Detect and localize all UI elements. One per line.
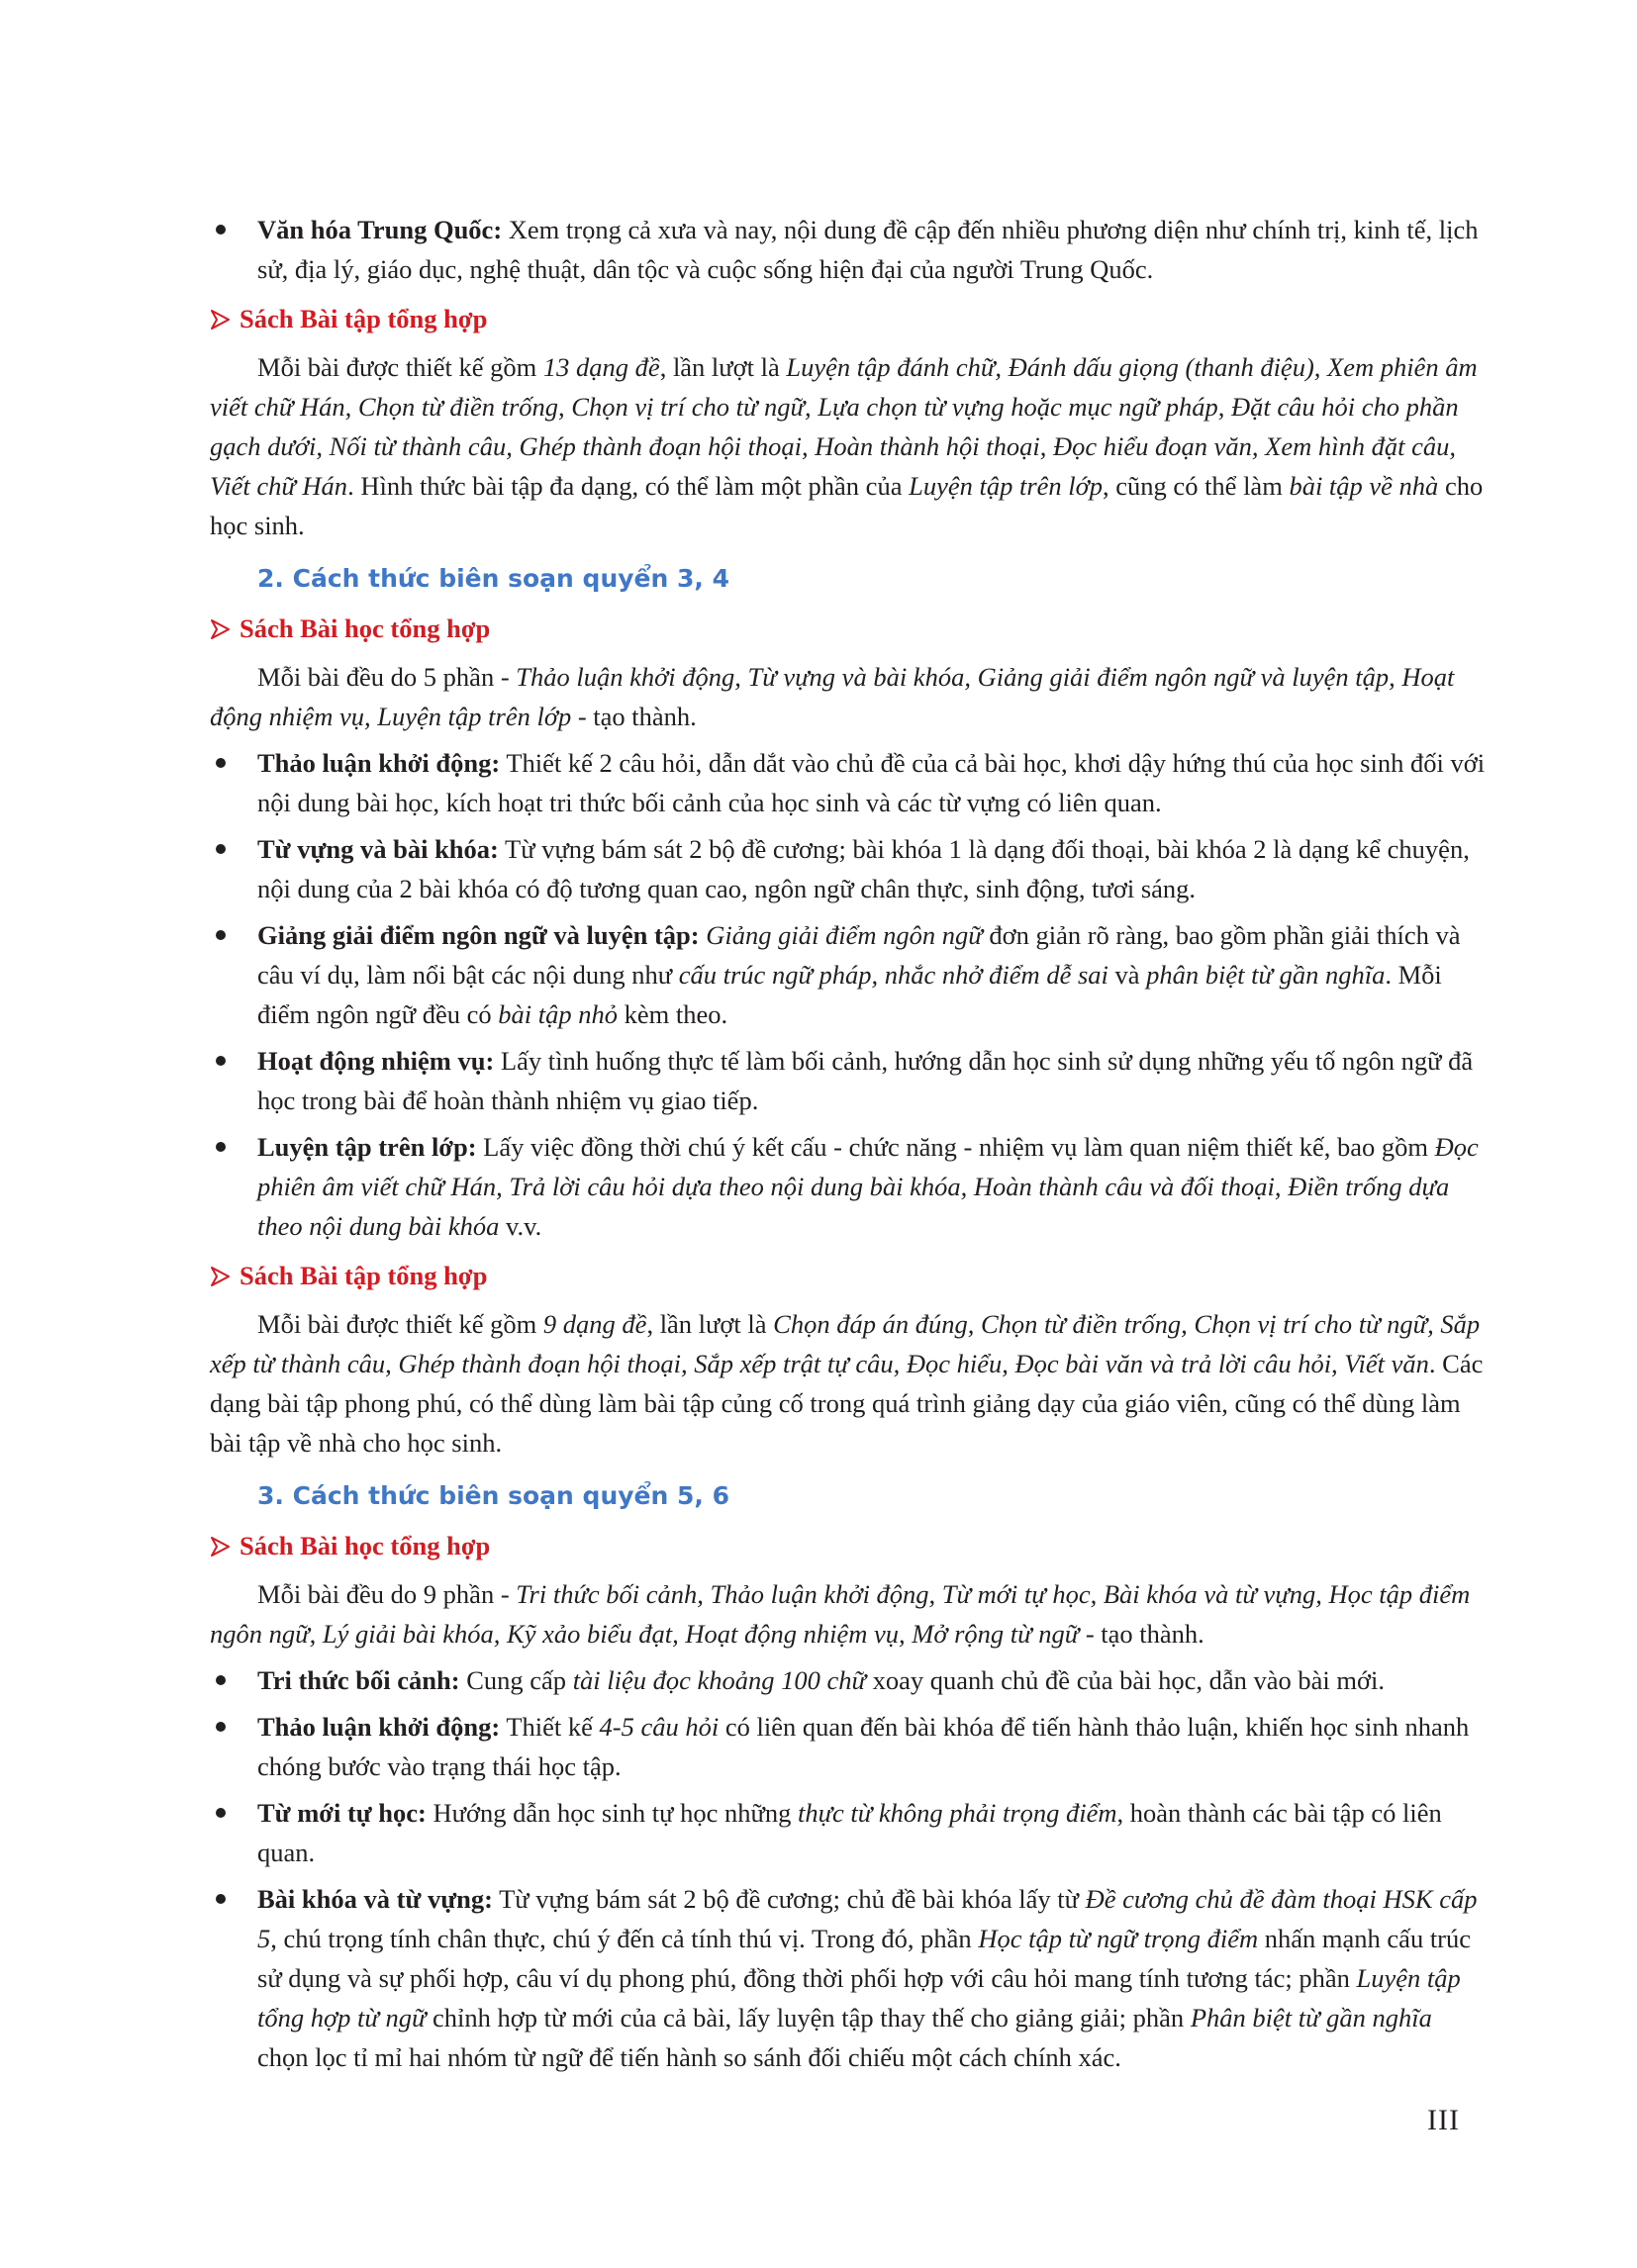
text-run: , lần lượt là bbox=[646, 1309, 774, 1339]
bullet-dot-icon bbox=[216, 844, 226, 854]
bullet-item bbox=[210, 1879, 1487, 2077]
bullet-item bbox=[210, 1660, 1487, 1700]
italic-text: cấu trúc ngữ pháp, nhắc nhở điểm dễ sai bbox=[678, 960, 1108, 990]
bullet-term: Từ vựng và bài khóa: bbox=[257, 834, 499, 864]
bullet-term: Hoạt động nhiệm vụ: bbox=[257, 1046, 495, 1076]
text-run: chỉnh hợp từ mới của cả bài, lấy luyện tập thay thế cho giảng giải; phần bbox=[426, 2003, 1191, 2032]
text-run: Từ vựng bám sát 2 bộ đề cương; chủ đề bài khóa lấy từ bbox=[492, 1884, 1086, 1914]
arrowhead-icon bbox=[210, 1528, 232, 1567]
subheading-text: Sách Bài học tổng hợp bbox=[240, 614, 491, 643]
bullet-term: Bài khóa và từ vựng: bbox=[257, 1884, 493, 1914]
text-run: có liên quan đến bài khóa để tiến hành thảo luận, khiến học sinh nhanh chóng bước vào trạng thái học tập. bbox=[257, 1712, 1470, 1781]
subheading bbox=[210, 299, 1487, 340]
bullet-item bbox=[210, 1127, 1487, 1246]
text-run: Mỗi bài được thiết kế gồm bbox=[257, 352, 543, 382]
text-run: Mỗi bài đều do 9 phần - bbox=[257, 1579, 517, 1609]
bullet-item bbox=[210, 915, 1487, 1034]
italic-text: Đề cương chủ đề đàm thoại HSK cấp 5 bbox=[257, 1884, 1478, 1953]
text-run: Hướng dẫn học sinh tự học những bbox=[426, 1798, 798, 1828]
text-run: Lấy tình huống thực tế làm bối cảnh, hướng dẫn học sinh sử dụng những yếu tố ngôn ngữ đã học trong bài để hoàn thành nhiệm vụ giao tiếp. bbox=[257, 1046, 1474, 1115]
text-run: xoay quanh chủ đề của bài học, dẫn vào bài mới. bbox=[866, 1665, 1385, 1695]
paragraph bbox=[210, 1574, 1487, 1654]
bullet-term: Tri thức bối cảnh: bbox=[257, 1665, 460, 1695]
text-run: chọn lọc tỉ mỉ hai nhóm từ ngữ để tiến hành so sánh đối chiếu một cách chính xác. bbox=[257, 2042, 1121, 2072]
bullet-item bbox=[210, 1707, 1487, 1786]
italic-text: Luyện tập trên lớp bbox=[909, 471, 1104, 501]
bullet-item bbox=[210, 210, 1487, 289]
bullet-dot-icon bbox=[216, 1675, 226, 1685]
subheading bbox=[210, 1256, 1487, 1297]
italic-text: Thảo luận khởi động, Từ vựng và bài khóa, Giảng giải điểm ngôn ngữ và luyện tập, Hoạt động nhiệm vụ, Luyện tập trên lớp bbox=[210, 662, 1455, 731]
text-run: đơn giản rõ ràng, bao gồm phần giải thích và câu ví dụ, làm nổi bật các nội dung như bbox=[257, 920, 1461, 990]
bullet-dot-icon bbox=[216, 758, 226, 768]
text-run: Mỗi bài được thiết kế gồm bbox=[257, 1309, 543, 1339]
text-run: - tạo thành. bbox=[571, 702, 697, 731]
text-run: cho học sinh. bbox=[210, 471, 1484, 540]
italic-text: Giảng giải điểm ngôn ngữ bbox=[706, 920, 983, 950]
text-run: , cũng có thể làm bbox=[1103, 471, 1290, 501]
bullet-item bbox=[210, 743, 1487, 822]
bullet-term: Văn hóa Trung Quốc: bbox=[257, 215, 503, 244]
italic-text: Phân biệt từ gần nghĩa bbox=[1190, 2003, 1432, 2032]
document-body bbox=[210, 210, 1487, 2084]
section-heading: 3. Cách thức biên soạn quyển 5, 6 bbox=[257, 1481, 729, 1510]
italic-text: bài tập nhỏ bbox=[498, 999, 618, 1029]
text-run: Thiết kế 2 câu hỏi, dẫn dắt vào chủ đề của cả bài học, khơi dậy hứng thú của học sinh đối với nội dung bài học, kích hoạt tri thức bối cảnh của học sinh và các từ vựng có liên quan. bbox=[257, 748, 1486, 817]
subheading-text: Sách Bài học tổng hợp bbox=[240, 1531, 491, 1560]
text-run: , lần lượt là bbox=[659, 352, 787, 382]
text-run: . Các dạng bài tập phong phú, có thể dùng làm bài tập củng cố trong quá trình giảng dạy của giáo viên, cũng có thể dùng làm bài tập về nhà cho học sinh. bbox=[210, 1349, 1484, 1458]
bullet-dot-icon bbox=[216, 930, 226, 940]
bullet-dot-icon bbox=[216, 1142, 226, 1152]
text-run: , chú trọng tính chân thực, chú ý đến cả tính thú vị. Trong đó, phần bbox=[270, 1924, 979, 1953]
italic-text: Tri thức bối cảnh, Thảo luận khởi động, Từ mới tự học, Bài khóa và từ vựng, Học tập điểm ngôn ngữ, Lý giải bài khóa, Kỹ xảo biểu đạt, Hoạt động nhiệm vụ, Mở rộng từ ngữ bbox=[210, 1579, 1471, 1649]
italic-text: Đọc phiên âm viết chữ Hán, Trả lời câu hỏi dựa theo nội dung bài khóa, Hoàn thành câu và đối thoại, Điền trống dựa theo nội dung bài khóa bbox=[257, 1132, 1479, 1241]
text-run: nhấn mạnh cấu trúc sử dụng và sự phối hợp, câu ví dụ phong phú, đồng thời phối hợp với câu hỏi mang tính tương tác; phần bbox=[257, 1924, 1472, 1993]
arrowhead-icon bbox=[210, 1258, 232, 1297]
bullet-term: Giảng giải điểm ngôn ngữ và luyện tập: bbox=[257, 920, 700, 950]
bullet-term: Thảo luận khởi động: bbox=[257, 748, 501, 778]
text-run: v.v. bbox=[499, 1211, 542, 1241]
italic-text: thực từ không phải trọng điểm bbox=[797, 1798, 1117, 1828]
arrowhead-icon bbox=[210, 301, 232, 340]
italic-text: tài liệu đọc khoảng 100 chữ bbox=[572, 1665, 867, 1695]
arrowhead-icon bbox=[210, 611, 232, 650]
section-heading: 2. Cách thức biên soạn quyển 3, 4 bbox=[257, 564, 729, 593]
text-run: Thiết kế bbox=[500, 1712, 600, 1742]
bullet-term: Từ mới tự học: bbox=[257, 1798, 427, 1828]
text-run: Cung cấp bbox=[459, 1665, 573, 1695]
italic-text: Luyện tập tổng hợp từ ngữ bbox=[257, 1963, 1461, 2032]
text-run: Xem trọng cả xưa và nay, nội dung đề cập đến nhiều phương diện như chính trị, kinh tế, lịch sử, địa lý, giáo dục, nghệ thuật, dân tộc và cuộc sống hiện đại của người Trung Quốc. bbox=[257, 215, 1479, 284]
bullet-term: Luyện tập trên lớp: bbox=[257, 1132, 477, 1162]
text-run: - tạo thành. bbox=[1079, 1619, 1204, 1649]
page-number: III bbox=[1427, 2104, 1460, 2136]
italic-text: Học tập từ ngữ trọng điểm bbox=[978, 1924, 1259, 1953]
italic-text: phân biệt từ gần nghĩa bbox=[1146, 960, 1386, 990]
bullet-dot-icon bbox=[216, 1722, 226, 1732]
paragraph bbox=[210, 347, 1487, 545]
bullet-item bbox=[210, 1041, 1487, 1120]
italic-text: 9 dạng đề bbox=[542, 1309, 647, 1339]
paragraph bbox=[210, 1304, 1487, 1463]
text-run: Lấy việc đồng thời chú ý kết cấu - chức năng - nhiệm vụ làm quan niệm thiết kế, bao gồm bbox=[476, 1132, 1435, 1162]
subheading bbox=[210, 1526, 1487, 1567]
bullet-dot-icon bbox=[216, 1808, 226, 1818]
text-run: và bbox=[1107, 960, 1147, 990]
italic-text: Luyện tập đánh chữ, Đánh dấu giọng (thanh điệu), Xem phiên âm viết chữ Hán, Chọn từ điền trống, Chọn vị trí cho từ ngữ, Lựa chọn từ vựng hoặc mục ngữ pháp, Đặt câu hỏi cho phần gạch dưới, Nối từ thành câu, Ghép thành đoạn hội thoại, Hoàn thành hội thoại, Đọc hiểu đoạn văn, Xem hình đặt câu, Viết chữ Hán bbox=[210, 352, 1478, 501]
text-run: kèm theo. bbox=[617, 999, 728, 1029]
text-run: Từ vựng bám sát 2 bộ đề cương; bài khóa 1 là dạng đối thoại, bài khóa 2 là dạng kể chuyện, nội dung của 2 bài khóa có độ tương quan cao, ngôn ngữ chân thực, sinh động, tươi sáng. bbox=[257, 834, 1470, 903]
subheading-text: Sách Bài tập tổng hợp bbox=[240, 1261, 488, 1290]
bullet-term: Thảo luận khởi động: bbox=[257, 1712, 501, 1742]
subheading-text: Sách Bài tập tổng hợp bbox=[240, 304, 488, 333]
bullet-dot-icon bbox=[216, 1056, 226, 1066]
text-run: . Hình thức bài tập đa dạng, có thể làm một phần của bbox=[347, 471, 910, 501]
italic-text: 4-5 câu hỏi bbox=[599, 1712, 720, 1742]
subheading bbox=[210, 609, 1487, 650]
italic-text: Chọn đáp án đúng, Chọn từ điền trống, Chọn vị trí cho từ ngữ, Sắp xếp từ thành câu, Ghép thành đoạn hội thoại, Sắp xếp trật tự câu, Đọc hiểu, Đọc bài văn và trả lời câu hỏi, Viết văn bbox=[210, 1309, 1481, 1378]
text-run: Mỗi bài đều do 5 phần - bbox=[257, 662, 517, 692]
text-run: , hoàn thành các bài tập có liên quan. bbox=[257, 1798, 1442, 1867]
italic-text: 13 dạng đề bbox=[542, 352, 660, 382]
paragraph bbox=[210, 657, 1487, 736]
text-run: . Mỗi điểm ngôn ngữ đều có bbox=[257, 960, 1442, 1029]
italic-text: bài tập về nhà bbox=[1289, 471, 1439, 501]
bullet-item bbox=[210, 1793, 1487, 1872]
bullet-item bbox=[210, 829, 1487, 908]
bullet-dot-icon bbox=[216, 225, 226, 235]
bullet-dot-icon bbox=[216, 1894, 226, 1904]
